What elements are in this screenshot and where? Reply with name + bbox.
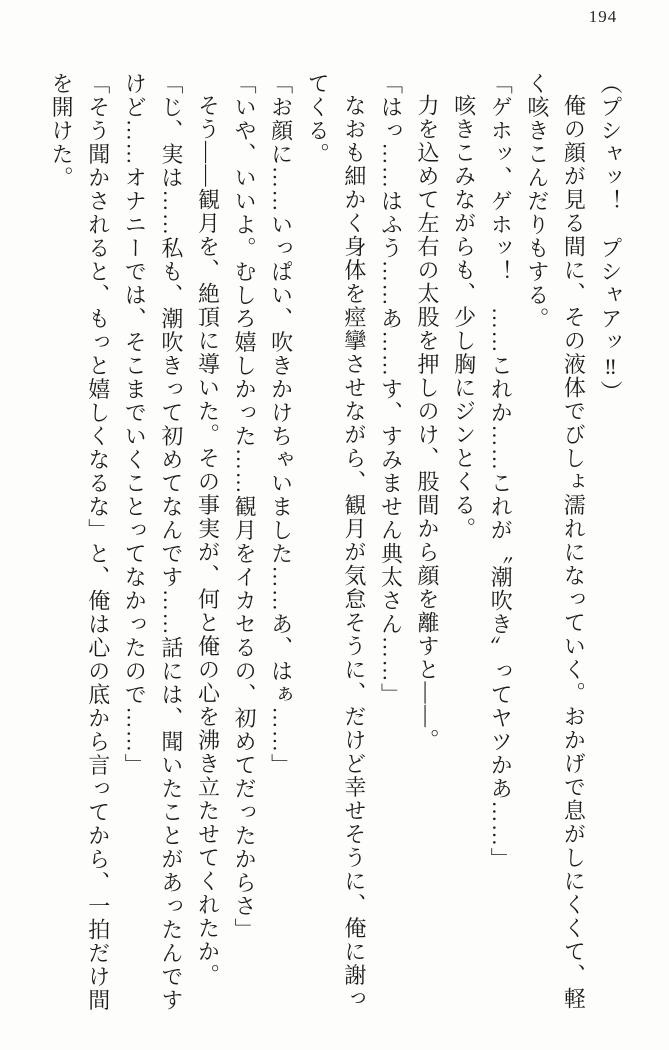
text-line: 「はっ……はふう……あ……す、すみません典太さん……」 <box>378 72 404 707</box>
text-line: 「ゲホッ、ゲホッ！ ……これか……これが〝潮吹き〟ってヤツかあ……」 <box>488 72 514 871</box>
text-line: 「そう聞かされると、もっと嬉しくなるな」と、俺は心の底から言ってから、一拍だけ間 <box>85 72 111 1012</box>
text-line: けど……オナニーでは、そこまでいくことってなかったので……」 <box>122 72 148 777</box>
text-line: 咳きこみながらも、少し胸にジンとくる。 <box>451 94 477 541</box>
page-number: 194 <box>588 7 618 26</box>
text-line: （プシャッ！ プシャアッ‼） <box>598 72 623 404</box>
text-line: 「じ、実は……私も、潮吹きって初めてなんです……話には、聞いたことがあったんです <box>158 72 184 1012</box>
text-line: そう——観月を、絶頂に導いた。その事実が、何と俺の心を沸き立たせてくれたか。 <box>195 94 221 987</box>
text-line: 「お顔に……いっぱい、吹きかけちゃいました……あ、はぁ……」 <box>268 72 294 777</box>
text-line: く咳きこんだりもする。 <box>524 72 550 331</box>
body-text <box>43 72 629 1020</box>
text-line: を開けた。 <box>49 72 75 190</box>
text-line: 俺の顔が見る間に、その液体でびしょ濡れになっていく。おかげで息がしにくくて、軽 <box>561 94 587 1011</box>
text-line: 力を込めて左右の太股を押しのけ、股間から顔を離すと——。 <box>415 94 441 752</box>
text-line: てくる。 <box>305 72 331 166</box>
text-line: 「いや、いいよ。むしろ嬉しかった……観月をイカセるの、初めてだったからさ」 <box>232 72 258 942</box>
text-line: なおも細かく身体を痙攣させながら、観月が気怠そうに、だけど幸せそうに、俺に謝っ <box>341 94 367 1011</box>
